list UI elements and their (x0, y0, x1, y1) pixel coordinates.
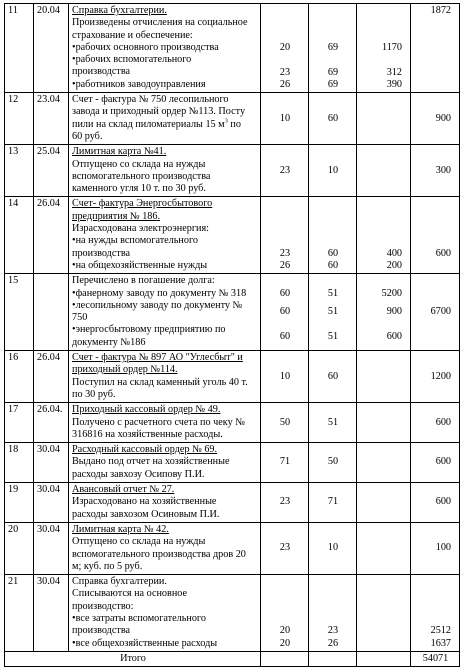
debit-account-box (264, 484, 306, 521)
entry-total-box (414, 576, 457, 650)
credit-account: 10 (327, 542, 339, 554)
description-line: Счет - фактура № 750 лесопильного (72, 94, 229, 106)
credit-account-box (312, 94, 354, 143)
description-line: Справка бухгалтерии. (72, 576, 167, 588)
entry-date: 30.04 (34, 522, 69, 574)
credit-account: 60 (327, 259, 339, 271)
entry-amount-cell (357, 575, 411, 652)
description-line: вспомогательного производства дров 20 (72, 548, 246, 560)
entry-amount-cell (357, 145, 411, 197)
description-text: пили на склад пиломатериалы 15 м (72, 118, 225, 130)
entry-number: 19 (5, 483, 34, 523)
journal-row (5, 443, 460, 483)
credit-account: 60 (327, 247, 339, 259)
entry-date (34, 274, 69, 351)
entry-total: 2512 (430, 625, 451, 637)
entry-total-cell (411, 522, 460, 574)
entry-total: 300 (435, 164, 451, 176)
entry-amount-cell (357, 197, 411, 274)
debit-account-cell (261, 197, 309, 274)
debit-account: 10 (279, 370, 291, 382)
journal-row (5, 483, 460, 523)
entry-amount-box (360, 275, 408, 349)
description-line: Израсходовано на хозяйственные (72, 496, 217, 508)
credit-account-box (312, 404, 354, 441)
debit-account: 10 (279, 112, 291, 124)
entry-description (69, 403, 261, 443)
credit-account: 69 (327, 78, 339, 90)
entry-date: 26.04 (34, 197, 69, 274)
entry-description (69, 522, 261, 574)
description-line: каменного угля 10 т. по 30 руб. (72, 183, 206, 195)
debit-account: 20 (279, 41, 291, 53)
debit-account: 71 (279, 456, 291, 468)
debit-account: 23 (279, 542, 291, 554)
entry-amount-cell (357, 4, 411, 93)
credit-account-cell (309, 197, 357, 274)
debit-account: 23 (279, 66, 291, 78)
entry-total: 1637 (430, 637, 451, 649)
description-line: Авансовый отчет № 27. (72, 484, 175, 496)
debit-account-cell (261, 483, 309, 523)
entry-total-box (414, 5, 457, 91)
entry-description (69, 351, 261, 403)
description-line: 60 руб. (72, 130, 103, 142)
entry-amount: 390 (386, 78, 402, 90)
debit-account: 60 (279, 306, 291, 318)
total-row (5, 651, 460, 666)
debit-account: 60 (279, 330, 291, 342)
credit-account-box (312, 524, 354, 573)
description-line: производства (72, 625, 131, 637)
entry-total-box (414, 146, 457, 195)
total-empty-credit (309, 651, 357, 666)
credit-account: 69 (327, 41, 339, 53)
description-line: Произведены отчисления на социальное (72, 17, 248, 29)
description-line: предприятия № 186. (72, 210, 161, 222)
journal-row (5, 197, 460, 274)
credit-account-cell (309, 351, 357, 403)
entry-amount-box (360, 352, 408, 401)
entry-number: 14 (5, 197, 34, 274)
entry-amount-cell (357, 403, 411, 443)
entry-total-cell (411, 443, 460, 483)
description-line: Лимитная карта № 42. (72, 523, 169, 535)
credit-account-cell (309, 403, 357, 443)
credit-account: 71 (327, 496, 339, 508)
entry-total: 600 (435, 247, 451, 259)
debit-account: 20 (279, 637, 291, 649)
entry-total: 100 (435, 542, 451, 554)
entry-amount-box (360, 524, 408, 573)
description-line: Отпущено со склада на нужды (72, 158, 206, 170)
debit-account: 23 (279, 164, 291, 176)
entry-amount-box (360, 444, 408, 481)
debit-account-cell (261, 93, 309, 145)
credit-account: 10 (327, 164, 339, 176)
description-line: расходы завхозом Осиновым П.И. (72, 508, 220, 520)
entry-total-box (414, 524, 457, 573)
entry-date: 26.04 (34, 351, 69, 403)
debit-account: 26 (279, 78, 291, 90)
credit-account: 69 (327, 66, 339, 78)
debit-account: 50 (279, 416, 291, 428)
description-line: Приходный кассовый ордер № 49. (72, 404, 221, 416)
entry-amount: 400 (386, 247, 402, 259)
credit-account: 51 (327, 330, 339, 342)
credit-account-box (312, 275, 354, 349)
entry-total: 600 (435, 416, 451, 428)
entry-number: 21 (5, 575, 34, 652)
debit-account-cell (261, 403, 309, 443)
debit-account-box (264, 5, 306, 91)
credit-account: 23 (327, 625, 339, 637)
description-line: Расходный кассовый ордер № 69. (72, 444, 218, 456)
entry-date: 30.04 (34, 575, 69, 652)
description-line: производства (72, 66, 131, 78)
credit-account-cell (309, 483, 357, 523)
entry-total-box (414, 94, 457, 143)
journal-row (5, 274, 460, 351)
entry-total-box (414, 352, 457, 401)
description-line: Списываются на основное (72, 588, 188, 600)
description-line: производство: (72, 600, 134, 612)
description-line (72, 119, 258, 131)
debit-account-cell (261, 4, 309, 93)
entry-date: 25.04 (34, 145, 69, 197)
description-line: Получено с расчетного счета по чеку № (72, 416, 245, 428)
entry-number: 17 (5, 403, 34, 443)
entry-date: 20.04 (34, 4, 69, 93)
entry-number: 18 (5, 443, 34, 483)
entry-date: 26.04. (34, 403, 69, 443)
journal-row (5, 575, 460, 652)
entry-total-cell (411, 197, 460, 274)
credit-account-cell (309, 145, 357, 197)
credit-account-cell (309, 93, 357, 145)
entry-date: 30.04 (34, 483, 69, 523)
description-line: Перечислено в погашение долга: (72, 275, 215, 287)
entry-date: 30.04 (34, 443, 69, 483)
credit-account: 51 (327, 306, 339, 318)
description-line: м; куб. по 5 руб. (72, 560, 143, 572)
description-line: •энергосбытовому предприятию по (72, 324, 226, 336)
debit-account-box (264, 352, 306, 401)
description-line: •все затраты вспомогательного (72, 613, 206, 624)
debit-account-box (264, 275, 306, 349)
entry-number: 15 (5, 274, 34, 351)
credit-account-box (312, 352, 354, 401)
description-line: 316816 на хозяйственные расходы. (72, 428, 223, 440)
total-label: Итого (5, 651, 261, 666)
entry-description (69, 575, 261, 652)
debit-account-cell (261, 274, 309, 351)
entry-amount-box (360, 576, 408, 650)
entry-amount-box (360, 94, 408, 143)
grand-total-value: 54071 (411, 651, 460, 666)
debit-account: 60 (279, 287, 291, 299)
entry-total-box (414, 198, 457, 272)
debit-account-cell (261, 522, 309, 574)
ledger-page (4, 3, 459, 667)
debit-account: 26 (279, 259, 291, 271)
entry-amount-cell (357, 351, 411, 403)
entry-number: 12 (5, 93, 34, 145)
description-line: 750 (72, 312, 88, 324)
description-line: •рабочих вспомогательного (72, 54, 192, 66)
debit-account-cell (261, 351, 309, 403)
debit-account-cell (261, 443, 309, 483)
entry-description (69, 4, 261, 93)
entry-amount: 312 (386, 66, 402, 78)
total-empty-debit (261, 651, 309, 666)
description-line: завода и приходный ордер №113. Посту (72, 106, 246, 118)
debit-account-box (264, 444, 306, 481)
description-line: Поступил на склад каменный уголь 40 т. (72, 376, 248, 388)
entry-total: 600 (435, 496, 451, 508)
debit-account-box (264, 94, 306, 143)
description-text: по (227, 118, 241, 130)
credit-account-cell (309, 575, 357, 652)
entry-number: 13 (5, 145, 34, 197)
description-line: Счет- фактура Энергосбытового (72, 198, 213, 210)
description-line: Отпущено со склада на нужды (72, 536, 206, 548)
entry-total: 1872 (430, 5, 451, 16)
entry-total-cell (411, 93, 460, 145)
entry-total-cell (411, 274, 460, 351)
debit-account-box (264, 524, 306, 573)
entry-total: 600 (435, 456, 451, 468)
description-line: расходы завхозу Осипову П.И. (72, 468, 205, 480)
debit-account-box (264, 198, 306, 272)
credit-account-cell (309, 274, 357, 351)
credit-account-box (312, 146, 354, 195)
credit-account: 51 (327, 416, 339, 428)
entry-total: 6700 (430, 306, 451, 318)
debit-account-box (264, 146, 306, 195)
entry-number: 20 (5, 522, 34, 574)
entry-description (69, 145, 261, 197)
entry-total-cell (411, 575, 460, 652)
debit-account-box (264, 404, 306, 441)
entry-amount: 5200 (381, 287, 402, 299)
entry-total-cell (411, 483, 460, 523)
entry-total-box (414, 444, 457, 481)
debit-account-cell (261, 575, 309, 652)
journal-row (5, 351, 460, 403)
credit-account-cell (309, 4, 357, 93)
description-line: вспомогательного производства (72, 170, 211, 182)
credit-account-box (312, 5, 354, 91)
credit-account-box (312, 484, 354, 521)
entry-amount-cell (357, 483, 411, 523)
description-line: Счет - фактура № 897 АО "Углесбыт" и (72, 352, 243, 364)
description-line: •фанерному заводу по документу № 318 (72, 287, 247, 299)
entry-amount: 900 (386, 306, 402, 318)
journal-row (5, 145, 460, 197)
entry-total-cell (411, 351, 460, 403)
description-line: Справка бухгалтерии. (72, 5, 167, 16)
credit-account: 60 (327, 370, 339, 382)
entry-total: 1200 (430, 370, 451, 382)
credit-account: 50 (327, 456, 339, 468)
entry-description (69, 274, 261, 351)
credit-account: 51 (327, 287, 339, 299)
entry-amount-box (360, 404, 408, 441)
description-line: производства (72, 247, 131, 259)
entry-amount: 1170 (382, 41, 402, 53)
entry-amount-box (360, 5, 408, 91)
description-line: приходный ордер №114. (72, 364, 178, 376)
description-line: страхование и обеспечение: (72, 29, 193, 41)
entry-amount-cell (357, 274, 411, 351)
entry-amount-cell (357, 522, 411, 574)
description-line: •на общехозяйственные нужды (72, 259, 208, 271)
description-line: •на нужды вспомогательного (72, 235, 198, 247)
entry-amount-cell (357, 443, 411, 483)
debit-account: 23 (279, 247, 291, 259)
description-line: •все общехозяйственные расходы (72, 637, 218, 649)
entry-total-box (414, 404, 457, 441)
entry-total-box (414, 484, 457, 521)
credit-account-cell (309, 443, 357, 483)
credit-account-box (312, 444, 354, 481)
entry-amount: 200 (386, 259, 402, 271)
description-line: •лесопильному заводу по документу № (72, 299, 243, 311)
entry-description (69, 93, 261, 145)
entry-total: 900 (435, 112, 451, 124)
credit-account-box (312, 198, 354, 272)
description-line: Выдано под отчет на хозяйственные (72, 456, 230, 468)
entry-total-cell (411, 145, 460, 197)
debit-account: 20 (279, 625, 291, 637)
credit-account: 26 (327, 637, 339, 649)
entry-number: 16 (5, 351, 34, 403)
entry-total-box (414, 275, 457, 349)
debit-account-cell (261, 145, 309, 197)
credit-account-cell (309, 522, 357, 574)
entry-amount-box (360, 198, 408, 272)
entry-description (69, 197, 261, 274)
entry-description (69, 443, 261, 483)
journal-row (5, 403, 460, 443)
entry-amount-box (360, 146, 408, 195)
description-line: по 30 руб. (72, 388, 116, 400)
description-line: •работников заводоуправления (72, 78, 206, 90)
credit-account: 60 (327, 112, 339, 124)
superscript: 3 (224, 117, 228, 125)
entry-total-cell (411, 403, 460, 443)
entry-total-cell (411, 4, 460, 93)
debit-account-box (264, 576, 306, 650)
journal-row (5, 4, 460, 93)
description-line: Лимитная карта №41. (72, 146, 167, 158)
entry-date: 23.04 (34, 93, 69, 145)
description-line: Израсходована электроэнергия: (72, 223, 209, 235)
entry-amount-box (360, 484, 408, 521)
journal-row (5, 93, 460, 145)
journal-table (4, 3, 460, 667)
entry-amount-cell (357, 93, 411, 145)
credit-account-box (312, 576, 354, 650)
debit-account: 23 (279, 496, 291, 508)
journal-body (5, 4, 460, 652)
total-empty-amount (357, 651, 411, 666)
description-line: документу №186 (72, 336, 146, 348)
journal-row (5, 522, 460, 574)
entry-number: 11 (5, 4, 34, 93)
description-line: •рабочих основного производства (72, 41, 219, 53)
entry-description (69, 483, 261, 523)
entry-amount: 600 (386, 330, 402, 342)
